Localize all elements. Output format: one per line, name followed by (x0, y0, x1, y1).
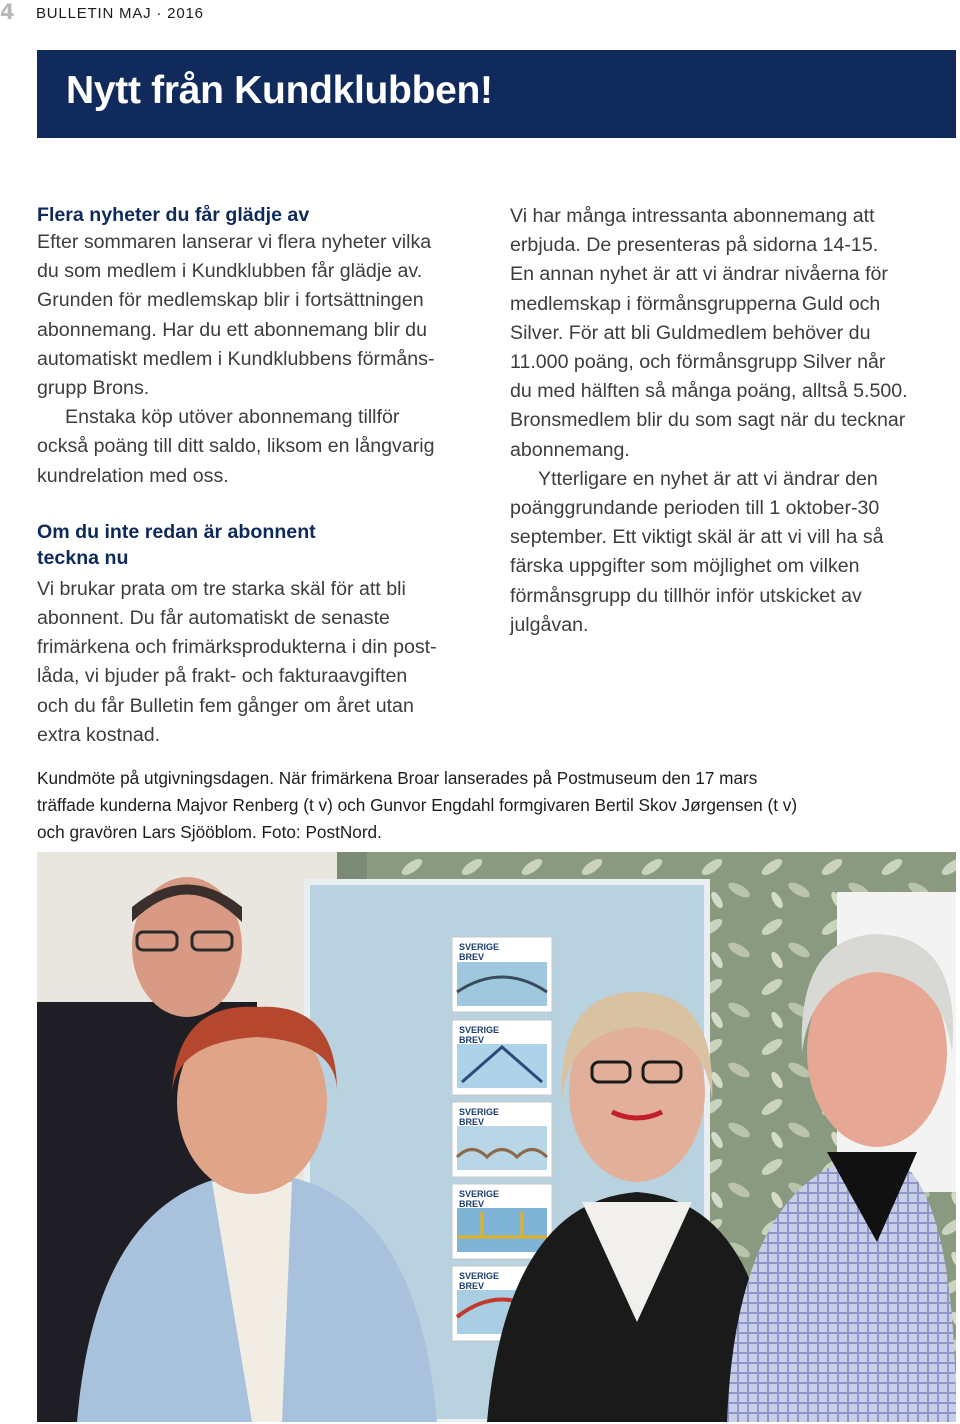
text-line: grupp Brons. (37, 377, 150, 400)
page-number: 4 (0, 0, 15, 24)
section-heading-subscribe-line2: teckna nu (37, 546, 129, 569)
text-line: automatiskt medlem i Kundklubbens förmåns- (37, 347, 435, 370)
text-line: låda, vi bjuder på frakt- och fakturaavgiften (37, 665, 408, 688)
text-line: Efter sommaren lanserar vi flera nyheter vilka (37, 231, 432, 253)
text-line: Ytterligare en nyhet är att vi ändrar den (538, 467, 878, 490)
text-line: julgåvan. (510, 613, 589, 636)
page-title: Nytt från Kundklubben! (66, 69, 493, 112)
text-line: abonnent. Du får automatiskt de senaste (37, 607, 390, 630)
section-heading-subscribe: Om du inte redan är abonnent (37, 520, 316, 543)
text-line: Silver. För att bli Guldmedlem behöver du (510, 321, 871, 344)
stamp-2-country: SVERIGE (459, 1025, 500, 1035)
text-line: också poäng till ditt saldo, liksom en långvarig (37, 435, 435, 458)
caption-line: träffade kunderna Majvor Renberg (t v) och Gunvor Engdahl formgivaren Bertil Skov Jørgensen (t v) (37, 795, 798, 815)
text-line: färska uppgifter som möjlighet om vilken (510, 555, 860, 578)
text-line: En annan nyhet är att vi ändrar nivåerna för (510, 263, 888, 286)
stamp-4-country: SVERIGE (459, 1189, 500, 1199)
photo-caption (37, 765, 937, 846)
text-line: du med hälften så många poäng, alltså 5.500. (510, 380, 908, 403)
text-line: 11.000 poäng, och förmånsgrupp Silver når (510, 351, 886, 374)
stamp-2 (452, 1020, 552, 1095)
text-line: erbjuda. De presenteras på sidorna 14-15. (510, 234, 879, 257)
text-line: du som medlem i Kundklubben får glädje av. (37, 260, 423, 283)
text-line: abonnemang. Har du ett abonnemang blir du (37, 318, 427, 341)
stamp-3-value: BREV (459, 1117, 485, 1127)
text-line: förmånsgrupp du tillhör inför utskicket av (510, 584, 862, 607)
text-line: Vi har många intressanta abonnemang att (510, 205, 875, 227)
spacer (37, 491, 492, 519)
text-line: poänggrundande perioden till 1 oktober-30 (510, 497, 880, 520)
text-line: Vi brukar prata om tre starka skäl för att bli (37, 577, 406, 600)
text-line: frimärkena och frimärksprodukterna i din post- (37, 636, 437, 659)
text-line: abonnemang. (510, 438, 630, 461)
group-photo (37, 852, 956, 1422)
group-photo-illustration (37, 852, 956, 1422)
stamp-5-value: BREV (459, 1281, 485, 1291)
title-banner (37, 50, 956, 138)
text-line: Grunden för medlemskap blir i fortsättningen (37, 289, 424, 312)
page-header (0, 0, 960, 28)
stamp-1-value: BREV (459, 952, 485, 962)
text-line: kundrelation med oss. (37, 464, 229, 487)
stamp-4 (452, 1184, 552, 1259)
caption-line: och gravören Lars Sjööblom. Foto: PostNord. (37, 822, 382, 842)
text-line: extra kostnad. (37, 723, 161, 746)
right-column (510, 202, 950, 640)
text-line: september. Ett viktigt skäl är att vi vill ha så (510, 526, 884, 549)
stamp-2-value: BREV (459, 1035, 485, 1045)
stamp-3 (452, 1102, 552, 1177)
stamp-1-country: SVERIGE (459, 942, 500, 952)
stamp-3-country: SVERIGE (459, 1107, 500, 1117)
stamp-1 (452, 937, 552, 1012)
text-line: Bronsmedlem blir du som sagt när du tecknar (510, 409, 906, 432)
text-line: och du får Bulletin fem gånger om året utan (37, 694, 414, 717)
text-line: medlemskap i förmånsgrupperna Guld och (510, 292, 881, 315)
publication-label: BULLETIN MAJ · 2016 (36, 5, 204, 22)
section-heading-news: Flera nyheter du får glädje av (37, 204, 310, 226)
caption-line: Kundmöte på utgivningsdagen. När frimärkena Broar lanserades på Postmuseum den 17 mars (37, 768, 758, 788)
text-line: Enstaka köp utöver abonnemang tillför (65, 406, 400, 429)
left-column (37, 202, 492, 750)
stamp-4-value: BREV (459, 1199, 485, 1209)
stamp-5-country: SVERIGE (459, 1271, 500, 1281)
